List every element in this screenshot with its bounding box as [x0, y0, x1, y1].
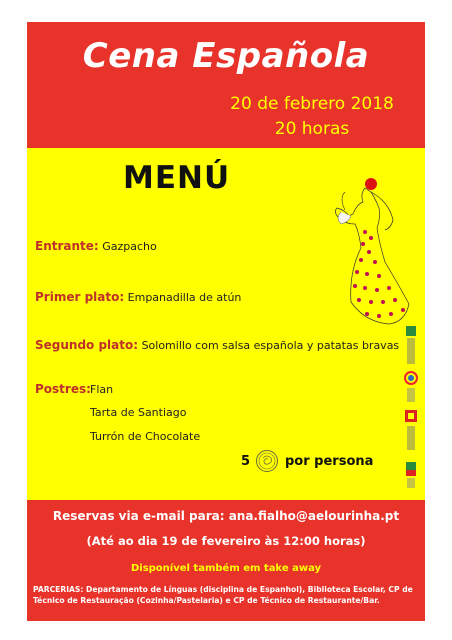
dessert-item: Flan: [90, 383, 114, 396]
sponsor-logos-vertical-strip: [403, 322, 419, 490]
course-desserts: [35, 382, 91, 396]
event-time: 20 horas: [274, 119, 350, 139]
course-label: Entrante:: [35, 239, 99, 253]
course-label: Segundo plato:: [35, 338, 139, 352]
course-dish: Empanadilla de atún: [127, 291, 242, 304]
course-starter: [35, 239, 157, 253]
course-dish: Gazpacho: [102, 240, 157, 253]
flamenco-dancer-illustration: [305, 172, 417, 342]
dessert-item: Turrón de Chocolate: [90, 430, 201, 443]
partners-text: PARCERIAS: Departamento de Línguas (disciplina de Espanhol), Biblioteca Escolar, CP de Técnico de Restauração (Cozinha/Pastelaria) e CP de Técnico de Restaurante/Bar.: [33, 585, 413, 605]
course-label: Primer plato:: [35, 290, 125, 304]
poster: [27, 22, 425, 621]
menu-heading: MENÚ: [123, 160, 231, 196]
course-first: [35, 290, 241, 304]
course-label: Postres:: [35, 382, 91, 396]
euro-coin-icon: [255, 449, 279, 473]
event-title: Cena Española: [82, 36, 370, 76]
reservation-deadline: (Até ao dia 19 de fevereiro às 12:00 horas): [86, 534, 366, 548]
event-date: 20 de febrero 2018: [230, 94, 394, 114]
reservation-info: Reservas via e-mail para: ana.fialho@aelourinha.pt: [52, 509, 400, 523]
dessert-item: Tarta de Santiago: [90, 406, 187, 419]
takeaway-note: Disponível também em take away: [130, 563, 322, 574]
course-dish: Solomillo com salsa española y patatas bravas: [141, 339, 400, 352]
price-amount: 5: [241, 454, 251, 469]
price-unit: por persona: [285, 454, 374, 469]
